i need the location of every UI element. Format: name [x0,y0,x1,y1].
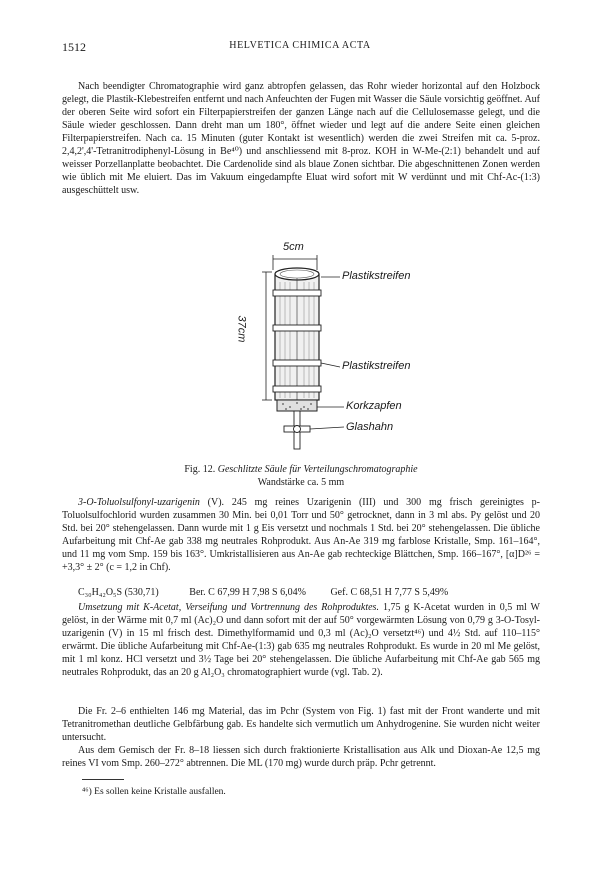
analysis-found: Gef. C 68,51 H 7,77 S 5,49% [330,587,449,598]
page-number: 1512 [62,40,86,54]
section-title-tosyl-suffix: (V). [207,497,225,508]
figure-label-width: 5cm [283,241,304,253]
figure-caption [62,463,540,489]
figure-label-plastic-strip-top: Plastikstreifen [342,270,411,282]
figure-label-cork: Korkzapfen [346,400,402,412]
paragraph-fractions-8-18: Aus dem Gemisch der Fr. 8–18 liessen sich durch fraktionierte Kristallisation aus Alk und Dioxan-Ae 12,5 mg reines VI vom Smp. 260–272° abtrennen. Die ML (170 mg) wurde durch präp. Pchr getrennt. [62,745,540,769]
caption-line [62,463,540,476]
caption-lead: Fig. 12. [184,464,216,475]
elemental-analysis [78,586,540,599]
paragraph-acetate-reaction [62,601,540,679]
caption-subtitle: Wandstärke ca. 5 mm [257,477,345,488]
paragraph-tosyl-uzarigenin [62,496,540,574]
section-title-tosyl: 3-O-Toluolsulfonyl-uzarigenin [78,497,200,508]
figure-label-height: 37cm [235,315,248,343]
molecular-formula: C₃₀H₄₂O₅S (530,71) [78,587,159,598]
figure-label-plastic-strip-bottom: Plastikstreifen [342,360,411,372]
figure-column-diagram [180,241,420,455]
footnote: ⁴⁶) Es sollen keine Kristalle ausfallen. [82,787,226,797]
paragraph-acetate-text: 1,75 g K-Acetat wurden in 0,5 ml W gelöst, in der Wärme mit 0,7 ml (Ac)₂O und dann sofort mit der auf 50° vorgewärmten Lösung von 0,79 g 3-O-Tosyl-uzarigenin (V) in 15 ml frisch dest. Dimethylformamid und 0,3 ml (Ac)₂O versetzt⁴⁶) und 4½ Std. auf 110–115° erwärmt. Die übliche Aufarbeitung mit Chf-Ae-(1:3) gab 635 mg neutrales Rohprodukt. Es wurde in 20 ml Me gelöst, mit 1 ml konz. HCl versetzt und 3½ Tage bei 20° stehengelassen. Die übliche Aufarbeitung mit Chf-Ae gab 565 mg neutrales Rohprodukt, das an 20 g Al₂O₃ chromatographiert wurde (vgl. Tab. 2). [62,602,540,678]
caption-title: Geschlitzte Säule für Verteilungschromatographie [217,464,418,475]
paragraph-chromatography: Nach beendigter Chromatographie wird ganz abtropfen gelassen, das Rohr wieder horizontal auf den Holzbock gelegt, die Plastik-Klebestreifen entfernt und nach Anfeuchten der Fugen mit Wasser die Säule vorsichtig geöffnet. Auf der oberen Seite wird sofort ein Filterpapierstreifen der ganzen Länge nach auf die Cellulosemasse gelegt, und die Säule wieder geschlossen. Dann dreht man um 180°, öffnet wieder und legt auf die andere Seite einen gleichen Filterpapierstreifen. Nach ca. 15 Minuten (guter Kontakt ist wesentlich) werden die zwei Streifen mit ca. 5-proz. 2,4,2',4'-Tetranitrodiphenyl-Lösung in Be⁴⁰) und anschliessend mit 8-proz. KOH in W-Me-(2:1) behandelt und auf weisser Porzellanplatte beobachtet. Die Cardenolide sind als blaue Zonen sichtbar. Die abgeschnittenen Zonen werden wie üblich mit Me eluiert. Das im Vakuum eingedampfte Eluat wird sofort mit W verdünnt und mit Chf-Ac-(1:3) ausgeschüttelt usw. [62,81,540,196]
figure-label-tap: Glashahn [346,421,394,433]
section-title-acetate: Umsetzung mit K-Acetat, Verseifung und Vortrennung des Rohproduktes. [78,602,379,613]
paragraph-tosyl-text: 245 mg reines Uzarigenin (III) und 300 mg frisch gereinigtes p-Toluolsulfochlorid wurden zusammen 30 Min. bei 0,01 Torr und 50° getrocknet, dann in 3 ml abs. Py gelöst und 20 Std. bei 20° stehengelassen. Dann wurde mit 1 g Eis versetzt und nochmals 1 Std. bei 20° stehengelassen. Die übliche Aufarbeitung mit Chf-Ae gab 338 mg neutrales Rohprodukt. Aus An-Ae 319 mg farblose Kristalle, Smp. 161–164°, und 11 mg vom Smp. 159 bis 163°. Umkristallisieren aus An-Ae gab rechteckige Blättchen, Smp. 166–167°, [α]D²⁶ = +3,3° ± 2° (c = 1,2 in Chf). [62,497,541,573]
footnote-rule [82,779,124,780]
journal-title: HELVETICA CHIMICA ACTA [229,40,371,51]
paragraph-fractions-2-6: Die Fr. 2–6 enthielten 146 mg Material, das im Pchr (System von Fig. 1) fast mit der Front wanderte und mit Tetranitromethan deutliche Gelbfärbung gab. Es handelte sich vermutlich um Anhydrogenine. Sie wurden nicht weiter untersucht. [62,706,540,743]
analysis-calculated: Ber. C 67,99 H 7,98 S 6,04% [189,587,306,598]
